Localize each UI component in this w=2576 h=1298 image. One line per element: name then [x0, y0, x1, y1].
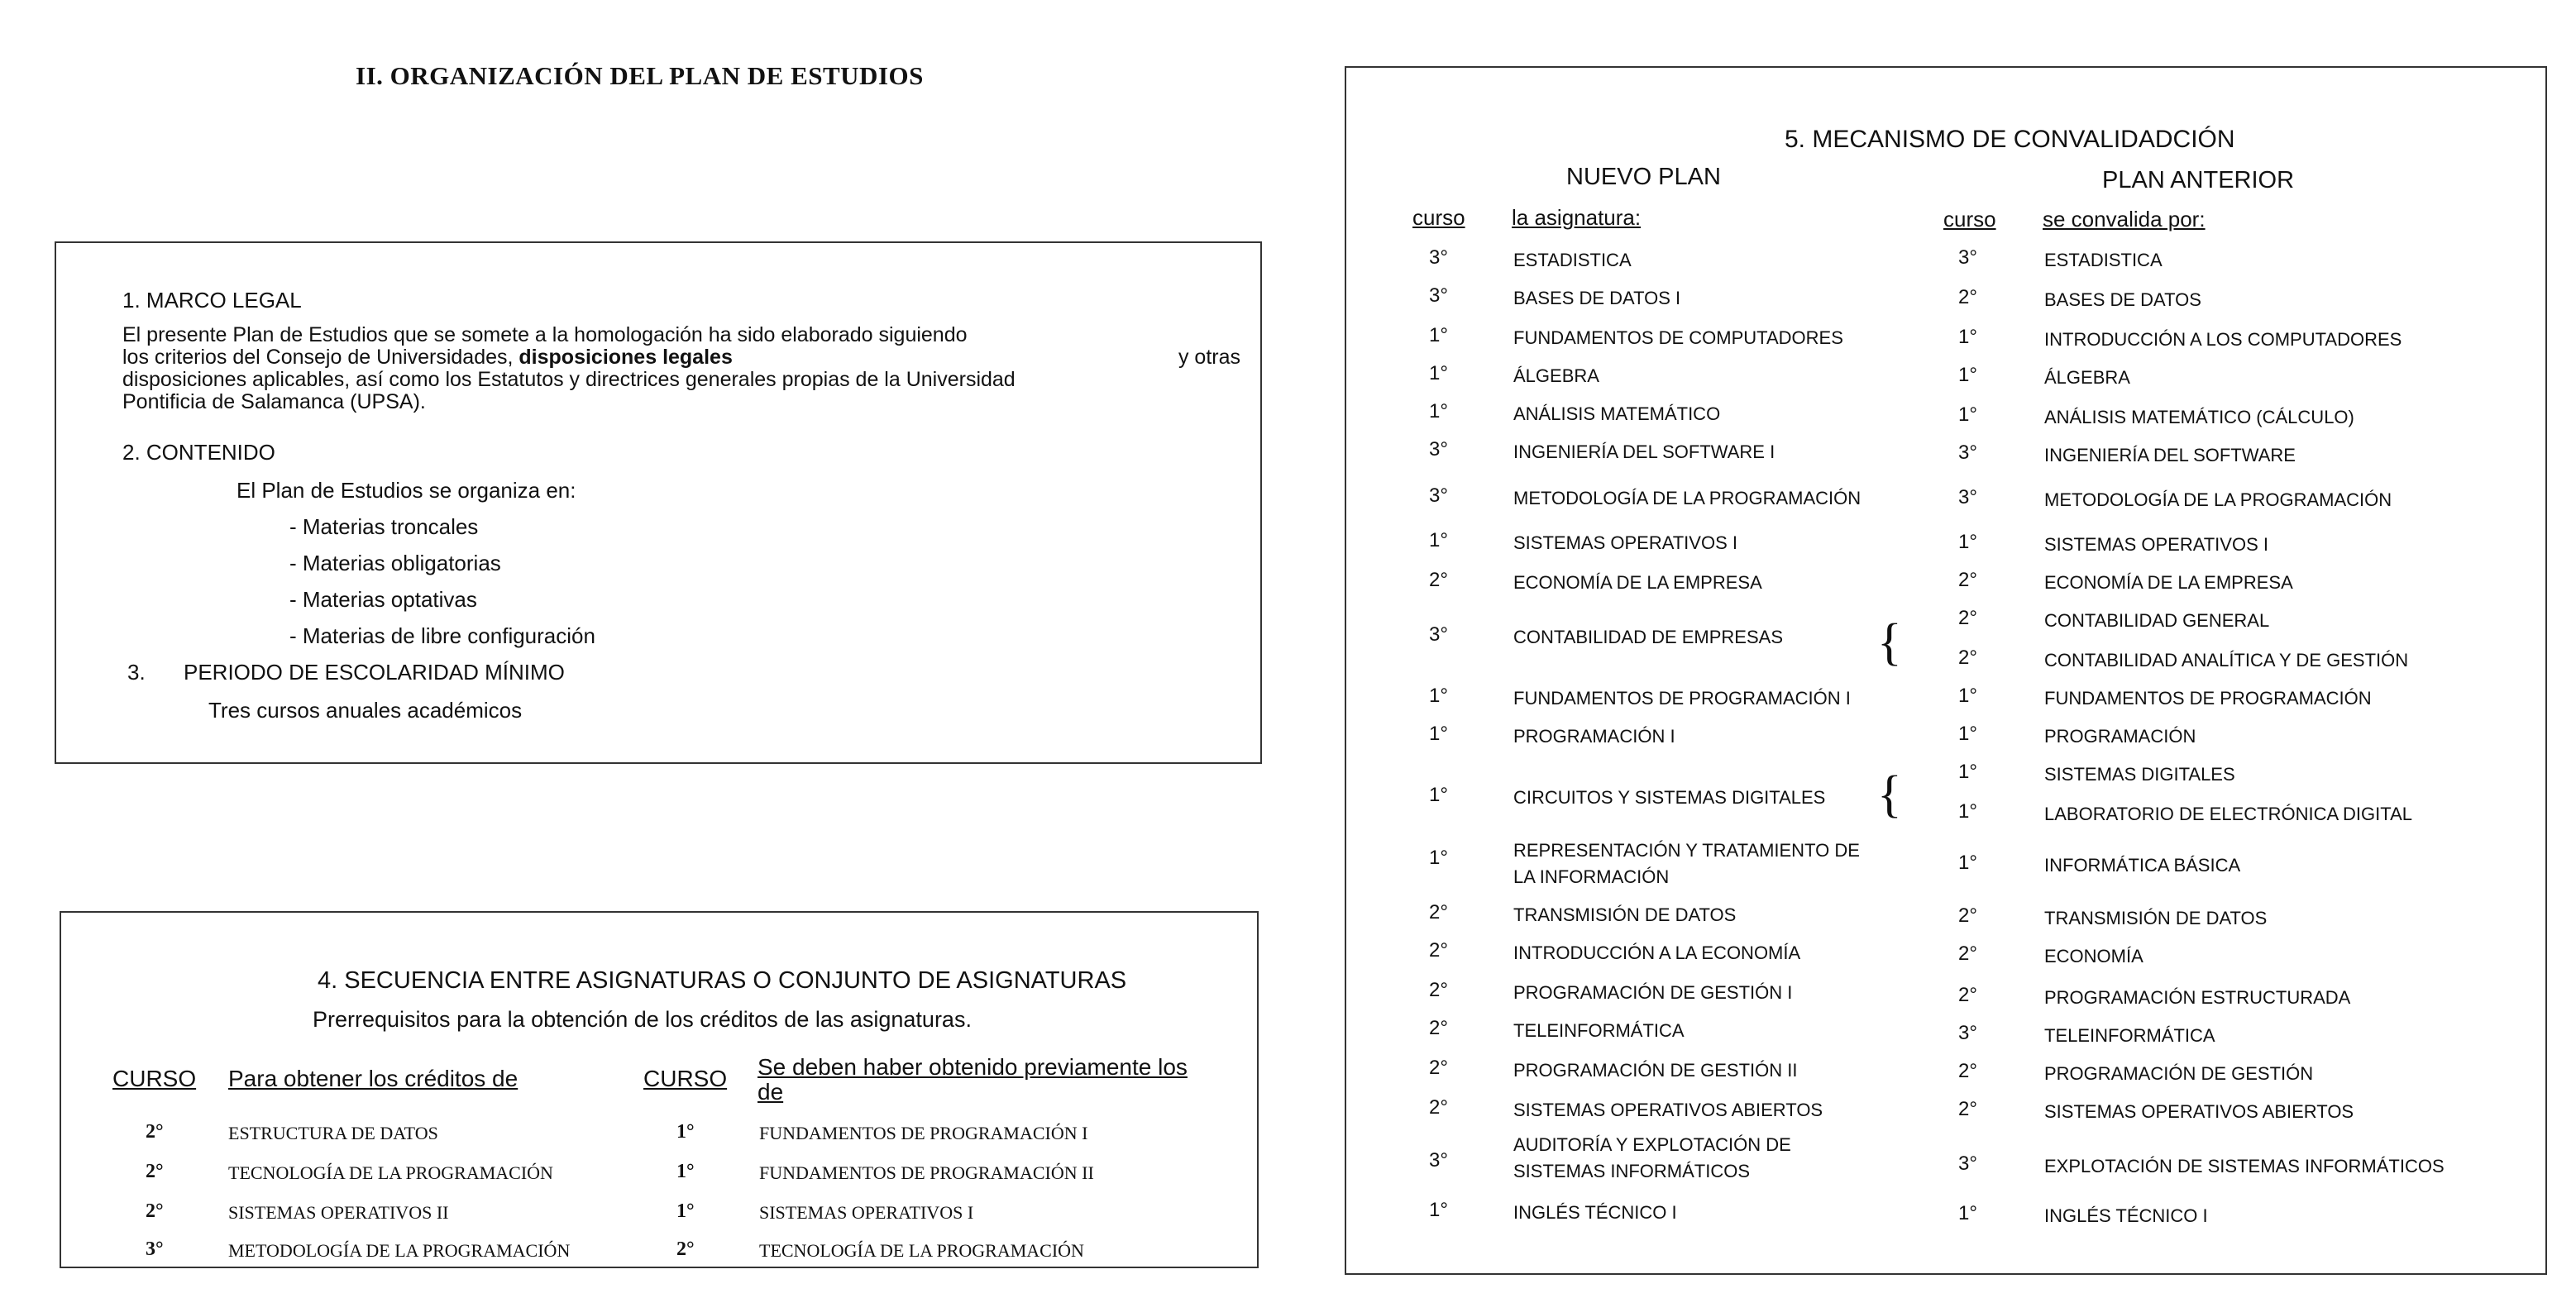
asignatura-nueva-cell: FUNDAMENTOS DE COMPUTADORES	[1513, 327, 1843, 348]
asignatura-anterior-cell: TRANSMISIÓN DE DATOS	[2044, 908, 2268, 928]
column-header-previamente: Se deben haber obtenido previamente los	[758, 1054, 1188, 1080]
prerrequisito-cell: SISTEMAS OPERATIVOS I	[759, 1202, 974, 1223]
curso-nuevo-cell: 2°	[1429, 979, 1448, 1001]
curso-anterior-cell: 1°	[1958, 761, 1977, 783]
asignatura-anterior-cell: EXPLOTACIÓN DE SISTEMAS INFORMÁTICOS	[2044, 1156, 2445, 1176]
curso-anterior-cell: 1°	[1958, 852, 1977, 874]
asignatura-nueva-cell: ANÁLISIS MATEMÁTICO	[1513, 403, 1721, 424]
curso-nuevo-cell: 2°	[1429, 901, 1448, 923]
curso-cell: 3°	[146, 1238, 164, 1260]
curso-anterior-cell: 2°	[1958, 607, 1977, 629]
asignatura-anterior-cell: ESTADISTICA	[2044, 250, 2163, 270]
brace-icon: {	[1877, 766, 1902, 823]
curso-anterior-cell: 1°	[1958, 403, 1977, 426]
curso-nuevo-cell: 3°	[1429, 484, 1448, 507]
list-item: - Materias optativas	[289, 587, 477, 612]
marco-bold-text: disposiciones legales	[519, 346, 733, 369]
curso-anterior-cell: 2°	[1958, 647, 1977, 669]
curso-nuevo-cell: 1°	[1429, 685, 1448, 707]
curso-nuevo-cell: 1°	[1429, 362, 1448, 384]
curso-cell: 2°	[146, 1121, 164, 1143]
curso-nuevo-cell: 1°	[1429, 324, 1448, 346]
section-marco-legal: 1. MARCO LEGAL	[122, 288, 302, 313]
asignatura-anterior-cell: ECONOMÍA	[2044, 946, 2143, 966]
curso-anterior-cell: 3°	[1958, 246, 1977, 269]
secuencia-subtitle: Prerrequisitos para la obtención de los créditos de las asignaturas.	[313, 1007, 972, 1032]
curso-cell: 2°	[146, 1161, 164, 1182]
curso-nuevo-cell: 3°	[1429, 623, 1448, 646]
asignatura-anterior-cell: INTRODUCCIÓN A LOS COMPUTADORES	[2044, 329, 2402, 350]
list-item: - Materias obligatorias	[289, 551, 501, 575]
asignatura-nueva-cell: ÁLGEBRA	[1513, 365, 1599, 386]
curso-anterior-cell: 1°	[1958, 326, 1977, 348]
secuencia-box	[60, 911, 1259, 1268]
curso-nuevo-cell: 1°	[1429, 529, 1448, 551]
curso-anterior-cell: 3°	[1958, 486, 1977, 508]
marco-paragraph-line-1: El presente Plan de Estudios que se somete a la homologación ha sido elaborado siguiendo	[122, 323, 968, 346]
marco-paragraph-line-4: Pontificia de Salamanca (UPSA).	[122, 390, 426, 413]
asignatura-nueva-cell: METODOLOGÍA DE LA PROGRAMACIÓN	[1513, 488, 1862, 508]
column-header-curso: curso	[1412, 205, 1465, 230]
column-header-curso: CURSO	[112, 1066, 197, 1091]
curso-anterior-cell: 1°	[1958, 1202, 1977, 1224]
asignatura-anterior-cell: ECONOMÍA DE LA EMPRESA	[2044, 572, 2293, 593]
asignatura-anterior-cell: SISTEMAS DIGITALES	[2044, 764, 2235, 785]
brace-icon: {	[1877, 614, 1902, 670]
section-number: 3.	[127, 660, 146, 685]
asignatura-cell: METODOLOGÍA DE LA PROGRAMACIÓN	[228, 1240, 571, 1261]
asignatura-anterior-cell: INFORMÁTICA BÁSICA	[2044, 855, 2241, 876]
asignatura-nueva-cell: TELEINFORMÁTICA	[1513, 1020, 1685, 1041]
asignatura-anterior-cell: ANÁLISIS MATEMÁTICO (CÁLCULO)	[2044, 407, 2354, 427]
asignatura-anterior-cell: SISTEMAS OPERATIVOS ABIERTOS	[2044, 1101, 2354, 1122]
asignatura-nueva-cell: CONTABILIDAD DE EMPRESAS	[1513, 627, 1783, 647]
curso-nuevo-cell: 3°	[1429, 438, 1448, 461]
asignatura-nueva-cell-line-2: SISTEMAS INFORMÁTICOS	[1513, 1161, 1751, 1181]
curso-nuevo-cell: 3°	[1429, 1149, 1448, 1172]
plan-anterior-heading: PLAN ANTERIOR	[2102, 167, 2295, 193]
asignatura-anterior-cell: SISTEMAS OPERATIVOS I	[2044, 534, 2268, 555]
asignatura-anterior-cell: LABORATORIO DE ELECTRÓNICA DIGITAL	[2044, 804, 2412, 824]
asignatura-nueva-cell: INGENIERÍA DEL SOFTWARE I	[1513, 441, 1775, 462]
asignatura-anterior-cell: INGLÉS TÉCNICO I	[2044, 1205, 2208, 1226]
asignatura-nueva-cell: ESTADISTICA	[1513, 250, 1632, 270]
asignatura-nueva-cell: INGLÉS TÉCNICO I	[1513, 1202, 1677, 1223]
section-periodo: PERIODO DE ESCOLARIDAD MÍNIMO	[184, 660, 565, 685]
asignatura-nueva-cell: PROGRAMACIÓN I	[1513, 726, 1675, 747]
curso-nuevo-cell: 1°	[1429, 1199, 1448, 1221]
asignatura-nueva-cell: INTRODUCCIÓN A LA ECONOMÍA	[1513, 942, 1801, 963]
marco-legal-box	[55, 241, 1262, 764]
asignatura-nueva-cell-line-2: LA INFORMACIÓN	[1513, 866, 1670, 887]
column-header-para-obtener: Para obtener los créditos de	[228, 1066, 519, 1091]
curso-nuevo-cell: 1°	[1429, 723, 1448, 745]
curso-nuevo-cell: 2°	[1429, 939, 1448, 962]
asignatura-anterior-cell: ÁLGEBRA	[2044, 367, 2130, 388]
list-item: - Materias de libre configuración	[289, 623, 595, 648]
curso-nuevo-cell: 2°	[1429, 1017, 1448, 1039]
asignatura-nueva-cell: REPRESENTACIÓN Y TRATAMIENTO DE	[1513, 840, 1860, 861]
asignatura-cell: ESTRUCTURA DE DATOS	[228, 1123, 438, 1143]
asignatura-nueva-cell: PROGRAMACIÓN DE GESTIÓN I	[1513, 982, 1793, 1003]
curso-prev-cell: 1°	[676, 1200, 695, 1222]
asignatura-anterior-cell: FUNDAMENTOS DE PROGRAMACIÓN	[2044, 688, 2372, 709]
curso-anterior-cell: 1°	[1958, 685, 1977, 707]
curso-anterior-cell: 1°	[1958, 364, 1977, 386]
curso-prev-cell: 1°	[676, 1121, 695, 1143]
asignatura-cell: SISTEMAS OPERATIVOS II	[228, 1202, 449, 1223]
asignatura-anterior-cell: CONTABILIDAD GENERAL	[2044, 610, 2270, 631]
convalidacion-title: 5. MECANISMO DE CONVALIDADCIÓN	[1785, 126, 2235, 153]
curso-nuevo-cell: 1°	[1429, 784, 1448, 806]
section-contenido: 2. CONTENIDO	[122, 440, 275, 465]
asignatura-nueva-cell: ECONOMÍA DE LA EMPRESA	[1513, 572, 1762, 593]
prerrequisito-cell: FUNDAMENTOS DE PROGRAMACIÓN I	[759, 1123, 1088, 1143]
curso-anterior-cell: 2°	[1958, 286, 1977, 308]
marco-paragraph-line-3: disposiciones aplicables, así como los Estatutos y directrices generales propias de la Universidad	[122, 368, 1016, 391]
asignatura-nueva-cell: PROGRAMACIÓN DE GESTIÓN II	[1513, 1060, 1798, 1081]
asignatura-anterior-cell: METODOLOGÍA DE LA PROGRAMACIÓN	[2044, 489, 2392, 510]
curso-anterior-cell: 1°	[1958, 723, 1977, 745]
periodo-text: Tres cursos anuales académicos	[208, 698, 523, 723]
column-header-curso-2: curso	[1943, 207, 1996, 231]
asignatura-anterior-cell: PROGRAMACIÓN	[2044, 726, 2196, 747]
curso-nuevo-cell: 2°	[1429, 569, 1448, 591]
curso-anterior-cell: 2°	[1958, 569, 1977, 591]
asignatura-anterior-cell: CONTABILIDAD ANALÍTICA Y DE GESTIÓN	[2044, 650, 2409, 670]
curso-cell: 2°	[146, 1200, 164, 1222]
curso-anterior-cell: 2°	[1958, 984, 1977, 1006]
asignatura-nueva-cell: SISTEMAS OPERATIVOS I	[1513, 532, 1737, 553]
list-item: - Materias troncales	[289, 514, 479, 539]
prerrequisito-cell: TECNOLOGÍA DE LA PROGRAMACIÓN	[759, 1240, 1084, 1261]
asignatura-anterior-cell: BASES DE DATOS	[2044, 289, 2201, 310]
curso-nuevo-cell: 1°	[1429, 847, 1448, 869]
page-title: II. ORGANIZACIÓN DEL PLAN DE ESTUDIOS	[356, 61, 924, 90]
curso-nuevo-cell: 2°	[1429, 1096, 1448, 1119]
marco-text-end: y otras	[1178, 346, 1240, 369]
curso-anterior-cell: 1°	[1958, 800, 1977, 823]
curso-prev-cell: 2°	[676, 1238, 695, 1260]
column-header-curso-2: CURSO	[643, 1066, 728, 1091]
nuevo-plan-heading: NUEVO PLAN	[1566, 164, 1721, 190]
curso-anterior-cell: 3°	[1958, 1022, 1977, 1044]
curso-nuevo-cell: 3°	[1429, 284, 1448, 307]
curso-anterior-cell: 3°	[1958, 1152, 1977, 1175]
asignatura-anterior-cell: PROGRAMACIÓN DE GESTIÓN	[2044, 1063, 2314, 1084]
curso-anterior-cell: 2°	[1958, 904, 1977, 927]
asignatura-anterior-cell: TELEINFORMÁTICA	[2044, 1025, 2215, 1046]
contenido-intro: El Plan de Estudios se organiza en:	[237, 478, 576, 503]
column-header-asignatura: la asignatura:	[1512, 205, 1642, 230]
marco-paragraph-line-2	[122, 346, 1240, 369]
curso-anterior-cell: 2°	[1958, 1060, 1977, 1082]
prerrequisito-cell: FUNDAMENTOS DE PROGRAMACIÓN II	[759, 1162, 1094, 1183]
asignatura-anterior-cell: PROGRAMACIÓN ESTRUCTURADA	[2044, 987, 2351, 1008]
asignatura-nueva-cell: AUDITORÍA Y EXPLOTACIÓN DE	[1513, 1134, 1791, 1155]
curso-nuevo-cell: 3°	[1429, 246, 1448, 269]
secuencia-title: 4. SECUENCIA ENTRE ASIGNATURAS O CONJUNTO DE ASIGNATURAS	[318, 967, 1127, 994]
column-header-convalida: se convalida por:	[2043, 207, 2206, 231]
curso-prev-cell: 1°	[676, 1161, 695, 1182]
asignatura-nueva-cell: FUNDAMENTOS DE PROGRAMACIÓN I	[1513, 688, 1851, 709]
asignatura-cell: TECNOLOGÍA DE LA PROGRAMACIÓN	[228, 1162, 553, 1183]
asignatura-anterior-cell: INGENIERÍA DEL SOFTWARE	[2044, 445, 2296, 465]
convalidacion-box	[1345, 66, 2547, 1275]
marco-text: los criterios del Consejo de Universidades,	[122, 346, 514, 369]
curso-anterior-cell: 2°	[1958, 942, 1977, 965]
column-header-de: de	[758, 1079, 784, 1105]
asignatura-nueva-cell: CIRCUITOS Y SISTEMAS DIGITALES	[1513, 787, 1826, 808]
curso-nuevo-cell: 1°	[1429, 400, 1448, 422]
asignatura-nueva-cell: SISTEMAS OPERATIVOS ABIERTOS	[1513, 1100, 1823, 1120]
curso-anterior-cell: 3°	[1958, 441, 1977, 464]
curso-nuevo-cell: 2°	[1429, 1057, 1448, 1079]
asignatura-nueva-cell: BASES DE DATOS I	[1513, 288, 1681, 308]
asignatura-nueva-cell: TRANSMISIÓN DE DATOS	[1513, 904, 1737, 925]
curso-anterior-cell: 1°	[1958, 531, 1977, 553]
curso-anterior-cell: 2°	[1958, 1098, 1977, 1120]
